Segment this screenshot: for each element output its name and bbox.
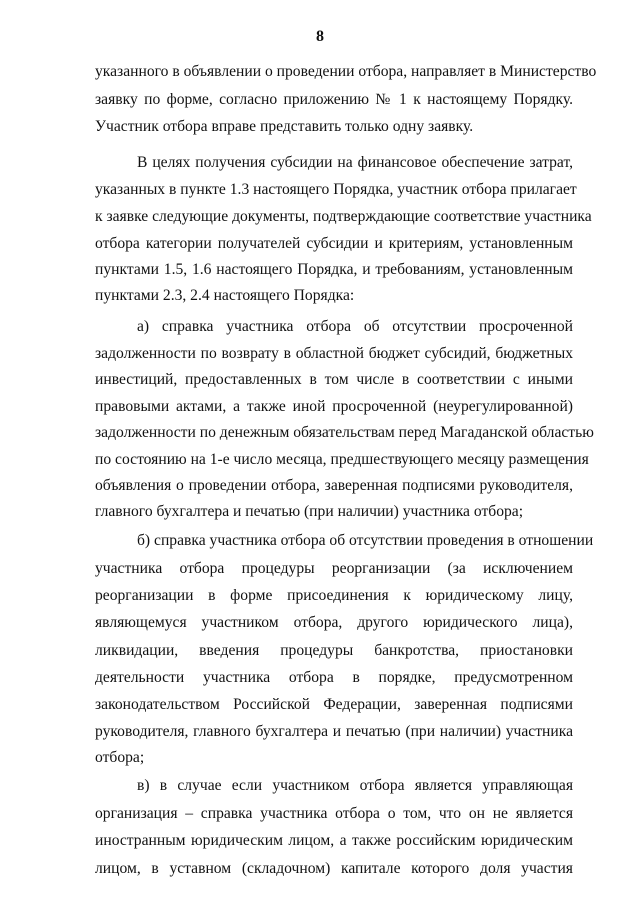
text-line: задолженности по возврату в областной бюджет субсидий, бюджетных <box>95 345 573 362</box>
text-line: отбора категории получателей субсидии и критериям, установленным <box>95 235 573 252</box>
text-line: задолженности по денежным обязательствам перед Магаданской областью <box>95 424 594 441</box>
text-line: инвестиций, предоставленных в том числе в соответствии с иными <box>95 371 573 388</box>
text-line: объявления о проведении отбора, заверенная подписями руководителя, <box>95 477 573 494</box>
paragraph-first-line: В целях получения субсидии на финансовое обеспечение затрат, <box>137 154 573 171</box>
text-line: организация – справка участника отбора о том, что он не является <box>95 805 573 822</box>
list-item-v: в) в случае если участником отбора является управляющая <box>137 777 573 794</box>
text-line: указанных в пункте 1.3 настоящего Порядка, участник отбора прилагает <box>95 181 577 198</box>
text-line: лицом, в уставном (складочном) капитале которого доля участия <box>95 860 573 877</box>
text-line: деятельности участника отбора в порядке, предусмотренном <box>95 669 573 686</box>
text-line: указанного в объявлении о проведении отбора, направляет в Министерство <box>95 63 597 80</box>
list-item-b: б) справка участника отбора об отсутствии проведения в отношении <box>137 532 594 549</box>
text-line: руководителя, главного бухгалтера и печатью (при наличии) участника <box>95 723 573 740</box>
text-line: правовыми актами, а также иной просроченной (неурегулированной) <box>95 398 573 415</box>
page-number: 8 <box>316 28 324 45</box>
list-item-a: а) справка участника отбора об отсутствии просроченной <box>137 318 573 335</box>
text-line: отбора; <box>95 749 145 766</box>
text-line: ликвидации, введения процедуры банкротства, приостановки <box>95 642 573 659</box>
text-line: к заявке следующие документы, подтверждающие соответствие участника <box>95 208 592 225</box>
text-line: заявку по форме, согласно приложению № 1 к настоящему Порядку. <box>95 91 573 108</box>
text-line: участника отбора процедуры реорганизации (за исключением <box>95 560 573 577</box>
text-line: по состоянию на 1-е число месяца, предшествующего месяцу размещения <box>95 451 589 468</box>
text-line: пунктами 2.3, 2.4 настоящего Порядка: <box>95 287 355 304</box>
text-line: пунктами 1.5, 1.6 настоящего Порядка, и требованиям, установленным <box>95 261 573 278</box>
text-line: реорганизации в форме присоединения к юридическому лицу, <box>95 587 573 604</box>
text-line: Участник отбора вправе представить только одну заявку. <box>95 118 474 135</box>
text-line: главного бухгалтера и печатью (при наличии) участника отбора; <box>95 503 524 520</box>
text-line: иностранным юридическим лицом, а также российским юридическим <box>95 832 573 849</box>
text-line: законодательством Российской Федерации, заверенная подписями <box>95 696 573 713</box>
text-line: являющемуся участником отбора, другого юридического лица), <box>95 614 573 631</box>
